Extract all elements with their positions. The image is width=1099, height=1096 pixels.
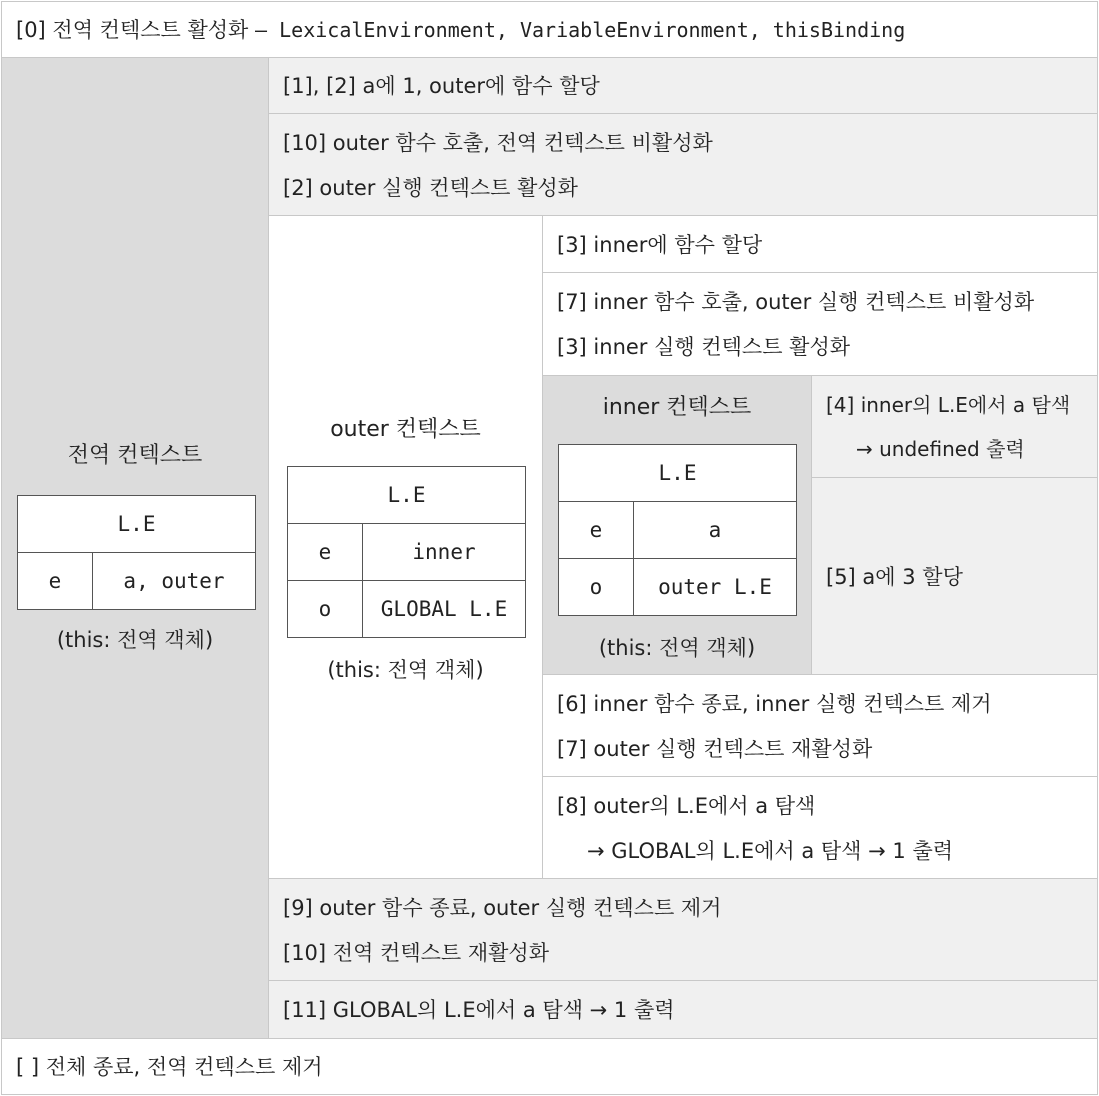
step-8-text-a: [8] outer의 L.E에서 a 탐색 (557, 794, 816, 818)
inner-context-title: inner 컨텍스트 (602, 395, 752, 420)
outer-le-header: L.E (288, 467, 526, 524)
step-3 (542, 215, 1098, 273)
step-4 (811, 375, 1098, 478)
inner-context-panel (542, 375, 812, 675)
inner-le-key-e: e (559, 502, 634, 559)
inner-le-key-o: o (559, 559, 634, 616)
header-detail: – LexicalEnvironment, VariableEnvironment, thisBinding (255, 18, 906, 42)
inner-le-value-o: outer L.E (634, 559, 797, 616)
step-7-3-text-b: [3] inner 실행 컨텍스트 활성화 (557, 335, 851, 359)
inner-le-table (558, 444, 797, 616)
step-9-10-text-a: [9] outer 함수 종료, outer 실행 컨텍스트 제거 (283, 896, 722, 920)
inner-le-value-e: a (634, 502, 797, 559)
step-7-3-text-a: [7] inner 함수 호출, outer 실행 컨텍스트 비활성화 (557, 290, 1035, 314)
step-1-2-text: [1], [2] a에 1, outer에 함수 할당 (283, 74, 600, 98)
outer-le-value-o: GLOBAL L.E (363, 581, 526, 638)
outer-le-key-o: o (288, 581, 363, 638)
header-label: [0] 전역 컨텍스트 활성화 (16, 18, 249, 42)
step-9-10 (268, 878, 1098, 981)
outer-this-note: (this: 전역 객체) (327, 658, 484, 682)
outer-context-title: outer 컨텍스트 (330, 417, 481, 442)
step-4-text-a: [4] inner의 L.E에서 a 탐색 (826, 393, 1071, 417)
step-10-2 (268, 113, 1098, 216)
global-le-key: e (18, 553, 93, 610)
inner-this-note: (this: 전역 객체) (598, 636, 756, 660)
global-context-title: 전역 컨텍스트 (67, 443, 203, 468)
global-context-panel (1, 57, 269, 1039)
global-this-note: (this: 전역 객체) (56, 628, 214, 652)
footer-row (1, 1038, 1098, 1095)
step-1-2 (268, 57, 1098, 114)
step-10-2-text-a: [10] outer 함수 호출, 전역 컨텍스트 비활성화 (283, 131, 713, 155)
step-4-text-b: → undefined 출력 (856, 437, 1025, 461)
step-8-text-b: → GLOBAL의 L.E에서 a 탐색 → 1 출력 (587, 839, 954, 863)
step-6-7-text-b: [7] outer 실행 컨텍스트 재활성화 (557, 737, 873, 761)
step-5-text: [5] a에 3 할당 (826, 565, 963, 589)
outer-context-panel (268, 215, 543, 879)
footer-text: [ ] 전체 종료, 전역 컨텍스트 제거 (16, 1055, 323, 1079)
step-11-text: [11] GLOBAL의 L.E에서 a 탐색 → 1 출력 (283, 998, 675, 1022)
outer-le-value-e: inner (363, 524, 526, 581)
header-text (16, 15, 905, 45)
outer-le-key-e: e (288, 524, 363, 581)
outer-le-table (287, 466, 526, 638)
step-7-3 (542, 272, 1098, 376)
global-le-value: a, outer (93, 553, 256, 610)
inner-le-header: L.E (559, 445, 797, 502)
step-8 (542, 776, 1098, 879)
step-3-text: [3] inner에 함수 할당 (557, 233, 763, 257)
global-le-header: L.E (18, 496, 256, 553)
step-5 (811, 477, 1098, 675)
global-le-table (17, 495, 256, 610)
step-6-7 (542, 674, 1098, 777)
step-6-7-text-a: [6] inner 함수 종료, inner 실행 컨텍스트 제거 (557, 692, 992, 716)
step-11 (268, 980, 1098, 1039)
header-row (1, 1, 1098, 58)
step-10-2-text-b: [2] outer 실행 컨텍스트 활성화 (283, 176, 578, 200)
step-9-10-text-b: [10] 전역 컨텍스트 재활성화 (283, 941, 549, 965)
